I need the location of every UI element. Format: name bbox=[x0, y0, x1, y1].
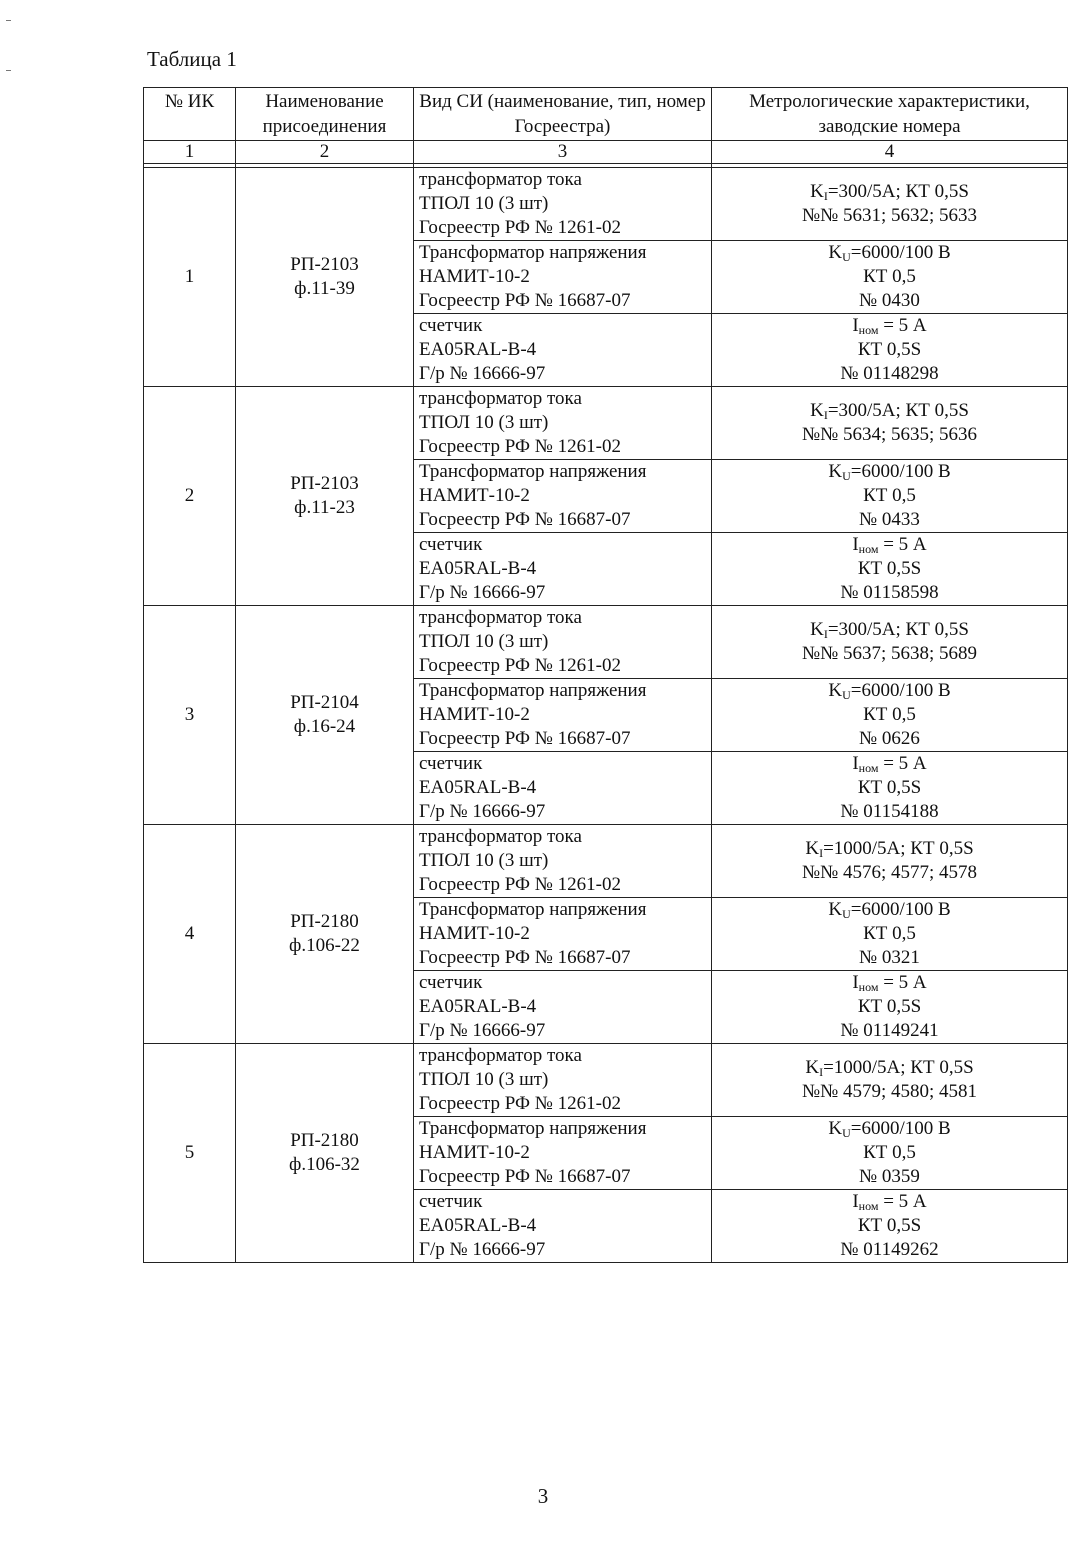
coefficient-line bbox=[716, 898, 1063, 922]
device-description bbox=[414, 1044, 712, 1117]
connection-line: РП-2103 bbox=[290, 473, 359, 494]
device-line: Трансформатор напряжения bbox=[419, 680, 647, 701]
characteristic-line: КТ 0,5 bbox=[863, 923, 916, 944]
device-line: EA05RAL-B-4 bbox=[419, 339, 537, 360]
coefficient-line bbox=[716, 837, 1063, 861]
header-device-type: Вид СИ (наименование, тип, номер Госреестра) bbox=[414, 88, 712, 141]
table-body bbox=[144, 168, 1068, 1263]
coefficient-subscript: I bbox=[823, 189, 828, 203]
coefficient-value: =6000/100 В bbox=[850, 680, 951, 701]
header-metrological: Метрологические характеристики, заводские номера bbox=[712, 88, 1068, 141]
characteristic-line: КТ 0,5S bbox=[857, 339, 922, 360]
characteristic-line: № 0430 bbox=[859, 290, 920, 311]
coefficient-value: = 5 А bbox=[878, 1191, 927, 1212]
device-line: НАМИТ-10-2 bbox=[419, 923, 530, 944]
coefficient-line bbox=[716, 1117, 1063, 1141]
header-connection: Наименование присоединения bbox=[236, 88, 414, 141]
device-line: EA05RAL-B-4 bbox=[419, 1215, 537, 1236]
characteristic-line: КТ 0,5S bbox=[857, 996, 922, 1017]
column-number: 2 bbox=[236, 141, 414, 164]
metrological-characteristics bbox=[712, 241, 1068, 314]
device-line: Трансформатор напряжения bbox=[419, 1118, 647, 1139]
coefficient-subscript: U bbox=[842, 1126, 851, 1140]
connection-name bbox=[236, 825, 414, 1044]
device-description bbox=[414, 241, 712, 314]
device-line: Госреестр РФ № 1261-02 bbox=[419, 655, 621, 676]
device-line: Госреестр РФ № 1261-02 bbox=[419, 217, 621, 238]
ik-number: 1 bbox=[144, 168, 236, 387]
device-line: трансформатор тока bbox=[419, 826, 582, 847]
coefficient-value: = 5 А bbox=[878, 315, 927, 336]
coefficient-line bbox=[716, 180, 1063, 204]
scan-mark bbox=[6, 20, 11, 21]
coefficient-subscript: I bbox=[823, 627, 828, 641]
ik-number: 3 bbox=[144, 606, 236, 825]
measurement-channels-table bbox=[143, 87, 1068, 1263]
device-line: ТПОЛ 10 (3 шт) bbox=[419, 193, 549, 214]
page-number: 3 bbox=[537, 1484, 549, 1508]
device-line: EA05RAL-B-4 bbox=[419, 777, 537, 798]
device-line: НАМИТ-10-2 bbox=[419, 1142, 530, 1163]
characteristic-line: №№ 4579; 4580; 4581 bbox=[801, 1081, 978, 1102]
coefficient-value: = 5 А bbox=[878, 534, 927, 555]
characteristic-line: № 01158598 bbox=[840, 582, 939, 603]
device-line: счетчик bbox=[419, 1191, 483, 1212]
device-line: Трансформатор напряжения bbox=[419, 242, 647, 263]
ik-number: 5 bbox=[144, 1044, 236, 1263]
coefficient-line bbox=[716, 752, 1063, 776]
coefficient-subscript: U bbox=[842, 688, 851, 702]
table-row bbox=[144, 606, 1068, 679]
coefficient-value: =300/5А; КТ 0,5S bbox=[827, 181, 969, 202]
coefficient-symbol: K bbox=[805, 838, 820, 859]
characteristic-line: № 0321 bbox=[859, 947, 920, 968]
device-line: НАМИТ-10-2 bbox=[419, 485, 530, 506]
table-caption: Таблица 1 bbox=[147, 47, 237, 71]
connection-line: РП-2180 bbox=[290, 1130, 359, 1151]
column-number: 1 bbox=[144, 141, 236, 164]
device-description bbox=[414, 1190, 712, 1263]
metrological-characteristics bbox=[712, 679, 1068, 752]
device-line: трансформатор тока bbox=[419, 607, 582, 628]
device-line: Госреестр РФ № 16687-07 bbox=[419, 1166, 631, 1187]
connection-line: ф.106-22 bbox=[289, 935, 360, 956]
column-number: 3 bbox=[414, 141, 712, 164]
characteristic-line: КТ 0,5 bbox=[863, 485, 916, 506]
device-description bbox=[414, 1117, 712, 1190]
device-line: ТПОЛ 10 (3 шт) bbox=[419, 412, 549, 433]
ik-number: 2 bbox=[144, 387, 236, 606]
characteristic-line: КТ 0,5S bbox=[857, 558, 922, 579]
coefficient-value: =6000/100 В bbox=[850, 461, 951, 482]
device-line: ТПОЛ 10 (3 шт) bbox=[419, 850, 549, 871]
device-line: Г/р № 16666-97 bbox=[419, 801, 546, 822]
coefficient-symbol: I bbox=[852, 972, 859, 993]
header-row bbox=[144, 88, 1068, 141]
coefficient-line bbox=[716, 241, 1063, 265]
device-line: Г/р № 16666-97 bbox=[419, 363, 546, 384]
characteristic-line: № 01149262 bbox=[840, 1239, 939, 1260]
metrological-characteristics bbox=[712, 387, 1068, 460]
coefficient-subscript: U bbox=[842, 469, 851, 483]
characteristic-line: № 01148298 bbox=[840, 363, 939, 384]
device-line: Госреестр РФ № 1261-02 bbox=[419, 1093, 621, 1114]
coefficient-line bbox=[716, 1056, 1063, 1080]
coefficient-subscript: I bbox=[823, 408, 828, 422]
device-line: Госреестр РФ № 16687-07 bbox=[419, 728, 631, 749]
metrological-characteristics bbox=[712, 898, 1068, 971]
header-ik: № ИК bbox=[144, 88, 236, 141]
coefficient-value: =1000/5А; КТ 0,5S bbox=[823, 1057, 974, 1078]
device-line: Госреестр РФ № 16687-07 bbox=[419, 509, 631, 530]
coefficient-symbol: I bbox=[852, 315, 859, 336]
characteristic-line: КТ 0,5 bbox=[863, 704, 916, 725]
coefficient-line bbox=[716, 618, 1063, 642]
connection-line: ф.11-39 bbox=[294, 278, 355, 299]
device-description bbox=[414, 898, 712, 971]
device-description bbox=[414, 752, 712, 825]
metrological-characteristics bbox=[712, 606, 1068, 679]
coefficient-symbol: K bbox=[805, 1057, 820, 1078]
metrological-characteristics bbox=[712, 1117, 1068, 1190]
ik-number: 4 bbox=[144, 825, 236, 1044]
characteristic-line: КТ 0,5 bbox=[863, 266, 916, 287]
device-line: Госреестр РФ № 1261-02 bbox=[419, 874, 621, 895]
column-number: 4 bbox=[712, 141, 1068, 164]
connection-line: РП-2103 bbox=[290, 254, 359, 275]
column-number-row bbox=[144, 141, 1068, 164]
coefficient-line bbox=[716, 314, 1063, 338]
characteristic-line: КТ 0,5S bbox=[857, 1215, 922, 1236]
device-line: Г/р № 16666-97 bbox=[419, 1239, 546, 1260]
coefficient-line bbox=[716, 460, 1063, 484]
coefficient-line bbox=[716, 533, 1063, 557]
table-row bbox=[144, 387, 1068, 460]
device-line: Госреестр РФ № 16687-07 bbox=[419, 947, 631, 968]
connection-line: ф.106-32 bbox=[289, 1154, 360, 1175]
characteristic-line: № 0359 bbox=[859, 1166, 920, 1187]
device-line: Г/р № 16666-97 bbox=[419, 1020, 546, 1041]
coefficient-symbol: K bbox=[828, 1118, 843, 1139]
metrological-characteristics bbox=[712, 1190, 1068, 1263]
coefficient-value: =6000/100 В bbox=[850, 899, 951, 920]
device-description bbox=[414, 460, 712, 533]
coefficient-line bbox=[716, 399, 1063, 423]
coefficient-line bbox=[716, 971, 1063, 995]
device-line: Трансформатор напряжения bbox=[419, 461, 647, 482]
characteristic-line: КТ 0,5S bbox=[857, 777, 922, 798]
coefficient-symbol: K bbox=[810, 619, 824, 640]
metrological-characteristics bbox=[712, 825, 1068, 898]
coefficient-symbol: K bbox=[828, 680, 843, 701]
coefficient-symbol: K bbox=[810, 400, 824, 421]
scan-mark bbox=[6, 70, 11, 71]
characteristic-line: №№ 5634; 5635; 5636 bbox=[801, 424, 978, 445]
device-line: Госреестр РФ № 1261-02 bbox=[419, 436, 621, 457]
coefficient-subscript: ном bbox=[858, 761, 879, 775]
coefficient-subscript: ном bbox=[858, 542, 879, 556]
device-line: трансформатор тока bbox=[419, 169, 582, 190]
coefficient-value: =6000/100 В bbox=[850, 242, 951, 263]
characteristic-line: № 01149241 bbox=[840, 1020, 939, 1041]
device-description bbox=[414, 825, 712, 898]
coefficient-symbol: K bbox=[828, 461, 843, 482]
coefficient-line bbox=[716, 679, 1063, 703]
device-line: трансформатор тока bbox=[419, 388, 582, 409]
device-description bbox=[414, 679, 712, 752]
device-line: трансформатор тока bbox=[419, 1045, 582, 1066]
coefficient-symbol: K bbox=[828, 899, 843, 920]
device-line: счетчик bbox=[419, 534, 483, 555]
connection-name bbox=[236, 387, 414, 606]
coefficient-value: =300/5А; КТ 0,5S bbox=[827, 400, 969, 421]
metrological-characteristics bbox=[712, 314, 1068, 387]
table-row bbox=[144, 1044, 1068, 1117]
coefficient-symbol: I bbox=[852, 534, 859, 555]
coefficient-symbol: I bbox=[852, 753, 859, 774]
device-line: EA05RAL-B-4 bbox=[419, 996, 537, 1017]
connection-line: ф.16-24 bbox=[293, 716, 356, 737]
coefficient-subscript: ном bbox=[858, 980, 879, 994]
device-line: счетчик bbox=[419, 972, 483, 993]
coefficient-value: =6000/100 В bbox=[850, 1118, 951, 1139]
characteristic-line: №№ 5631; 5632; 5633 bbox=[801, 205, 978, 226]
device-line: Госреестр РФ № 16687-07 bbox=[419, 290, 631, 311]
device-line: счетчик bbox=[419, 753, 483, 774]
connection-name bbox=[236, 1044, 414, 1263]
coefficient-subscript: U bbox=[842, 250, 851, 264]
metrological-characteristics bbox=[712, 460, 1068, 533]
coefficient-value: =1000/5А; КТ 0,5S bbox=[823, 838, 974, 859]
device-description bbox=[414, 168, 712, 241]
device-description bbox=[414, 387, 712, 460]
connection-line: РП-2180 bbox=[290, 911, 359, 932]
device-line: НАМИТ-10-2 bbox=[419, 704, 530, 725]
table-row bbox=[144, 168, 1068, 241]
metrological-characteristics bbox=[712, 971, 1068, 1044]
characteristic-line: КТ 0,5 bbox=[863, 1142, 916, 1163]
coefficient-symbol: K bbox=[810, 181, 824, 202]
connection-name bbox=[236, 168, 414, 387]
device-line: ТПОЛ 10 (3 шт) bbox=[419, 1069, 549, 1090]
table-row bbox=[144, 825, 1068, 898]
characteristic-line: №№ 4576; 4577; 4578 bbox=[801, 862, 978, 883]
coefficient-subscript: I bbox=[819, 1065, 824, 1079]
characteristic-line: №№ 5637; 5638; 5689 bbox=[801, 643, 978, 664]
characteristic-line: № 01154188 bbox=[840, 801, 939, 822]
metrological-characteristics bbox=[712, 752, 1068, 825]
characteristic-line: № 0433 bbox=[859, 509, 920, 530]
device-line: счетчик bbox=[419, 315, 483, 336]
coefficient-subscript: U bbox=[842, 907, 851, 921]
device-description bbox=[414, 314, 712, 387]
coefficient-value: = 5 А bbox=[878, 972, 927, 993]
connection-name bbox=[236, 606, 414, 825]
characteristic-line: № 0626 bbox=[859, 728, 920, 749]
coefficient-subscript: ном bbox=[858, 1199, 879, 1213]
device-line: НАМИТ-10-2 bbox=[419, 266, 530, 287]
metrological-characteristics bbox=[712, 533, 1068, 606]
device-line: ТПОЛ 10 (3 шт) bbox=[419, 631, 549, 652]
device-line: Трансформатор напряжения bbox=[419, 899, 647, 920]
metrological-characteristics bbox=[712, 1044, 1068, 1117]
coefficient-subscript: ном bbox=[858, 323, 879, 337]
connection-line: РП-2104 bbox=[290, 692, 359, 713]
connection-line: ф.11-23 bbox=[294, 497, 355, 518]
device-line: EA05RAL-B-4 bbox=[419, 558, 537, 579]
coefficient-subscript: I bbox=[819, 846, 824, 860]
coefficient-line bbox=[716, 1190, 1063, 1214]
device-description bbox=[414, 533, 712, 606]
metrological-characteristics bbox=[712, 168, 1068, 241]
device-description bbox=[414, 606, 712, 679]
coefficient-symbol: I bbox=[852, 1191, 859, 1212]
device-line: Г/р № 16666-97 bbox=[419, 582, 546, 603]
coefficient-value: =300/5А; КТ 0,5S bbox=[827, 619, 969, 640]
coefficient-symbol: K bbox=[828, 242, 843, 263]
device-description bbox=[414, 971, 712, 1044]
coefficient-value: = 5 А bbox=[878, 753, 927, 774]
